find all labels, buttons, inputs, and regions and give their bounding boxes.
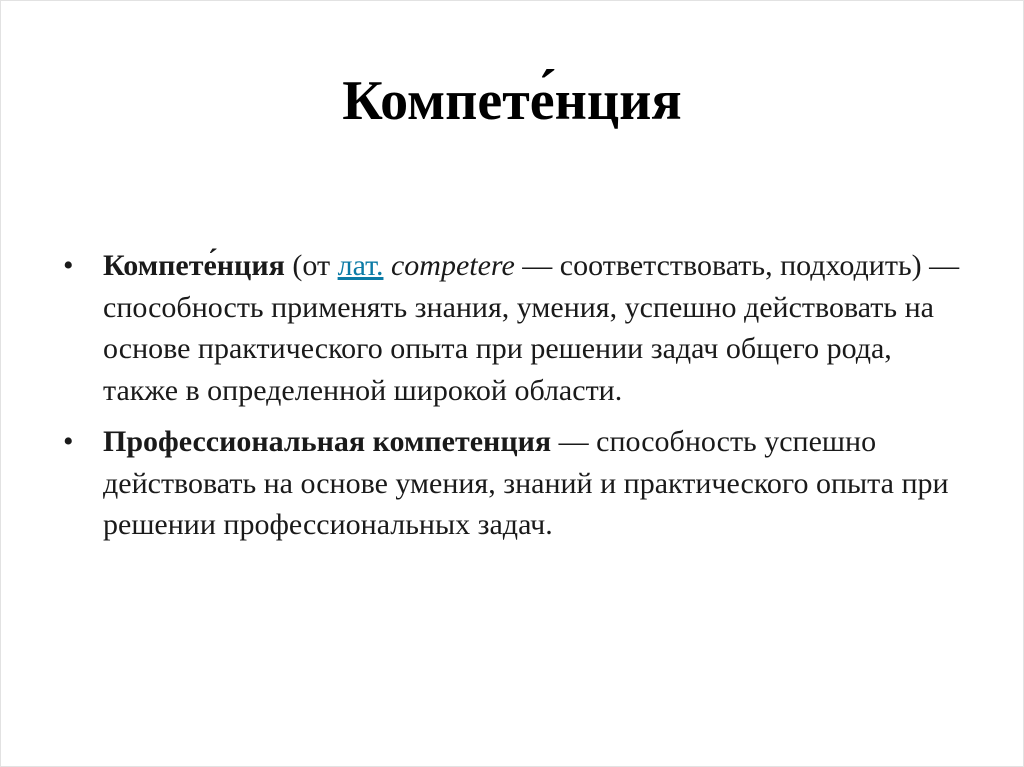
paren-text: (от: [284, 249, 338, 282]
definition-text: — соответствовать, подходить) — способность применять знания, умения, успешно действовать на основе практического опыта при решении задач общего рода, также в определенной широкой области.: [103, 249, 960, 407]
spacer-text: [383, 249, 391, 282]
bullet-icon: •: [63, 425, 74, 458]
latin-language-link[interactable]: лат.: [337, 249, 384, 282]
term-competence: Компете́нция: [103, 249, 285, 282]
slide-title: Компете́нция: [342, 70, 682, 132]
list-item: [61, 421, 961, 546]
latin-word: competere: [390, 249, 515, 282]
bullet-list: [61, 245, 961, 556]
term-professional-competence: Профессиональная компетенция: [103, 425, 552, 458]
bullet-icon: •: [63, 249, 74, 282]
definition-text: — способность успешно действовать на основе умения, знаний и практического опыта при решении профессиональных задач.: [103, 425, 949, 541]
list-item: [61, 245, 961, 411]
